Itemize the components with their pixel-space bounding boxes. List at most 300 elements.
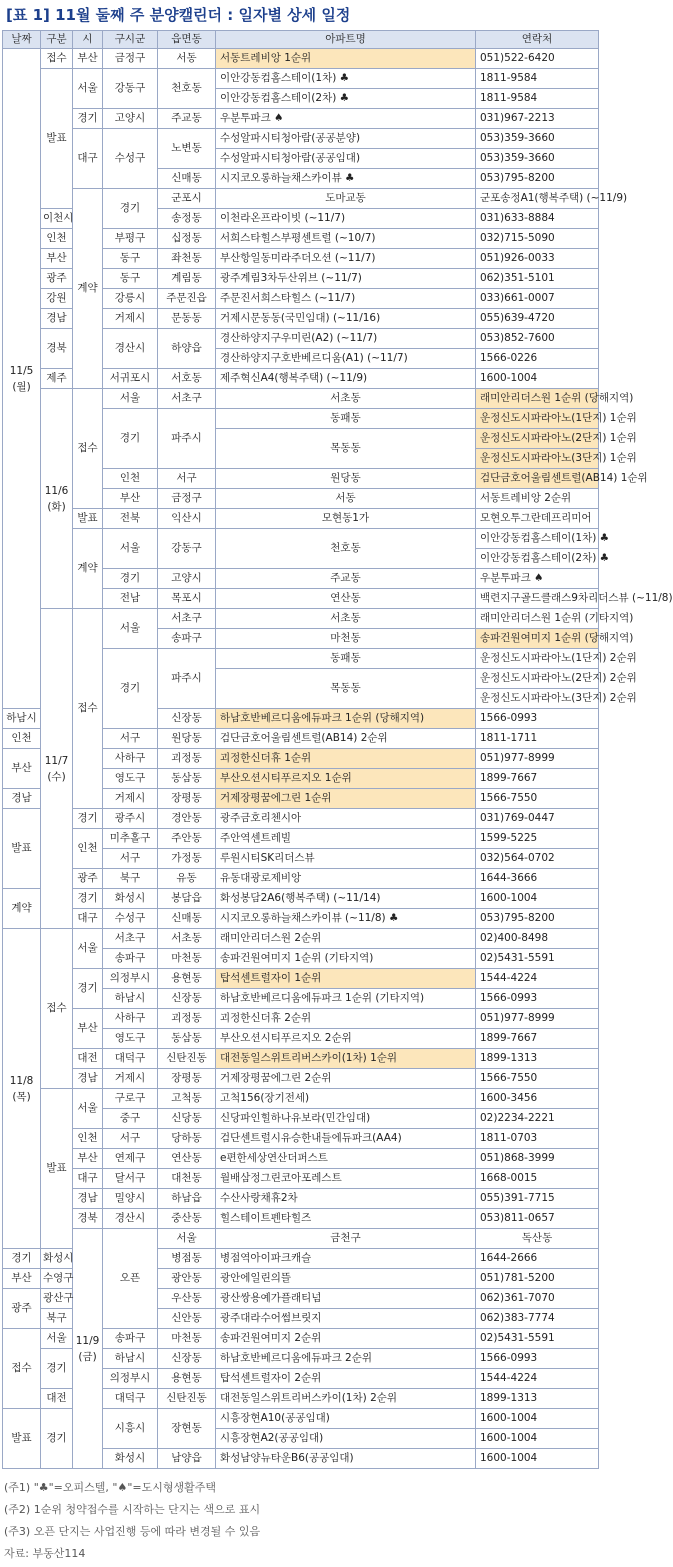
type-cell: 발표	[41, 69, 73, 209]
district-cell: 사하구	[103, 749, 158, 769]
city-cell: 광주	[3, 1289, 41, 1329]
date-cell: 11/8 (목)	[3, 929, 41, 1249]
contact-cell: 1566-7550	[476, 1069, 599, 1089]
city-cell: 경기	[103, 569, 158, 589]
apartment-name-cell: 시지코오롱하늘채스카이뷰 (~11/8) ♣	[216, 909, 476, 929]
table-row	[3, 1129, 599, 1149]
contact-cell: 031)769-0447	[476, 809, 599, 829]
city-cell: 경기	[41, 1409, 73, 1469]
town-cell: 연산동	[216, 589, 476, 609]
town-cell: 신매동	[158, 169, 216, 189]
town-cell: 서초동	[216, 389, 476, 409]
district-cell: 강동구	[158, 529, 216, 569]
apartment-name-cell: 수성알파시티청아람(공공분양)	[216, 129, 476, 149]
city-cell: 부산	[103, 489, 158, 509]
district-cell: 서귀포시	[103, 369, 158, 389]
type-cell: 접수	[73, 389, 103, 509]
apartment-name-cell: 거제장평꿈에그린 1순위	[216, 789, 476, 809]
city-cell: 경기	[103, 649, 158, 729]
type-cell: 발표	[3, 1409, 41, 1469]
table-row	[3, 1169, 599, 1189]
town-cell: 주문진읍	[158, 289, 216, 309]
apartment-name-cell: 이천라온프라이빗 (~11/7)	[216, 209, 476, 229]
apartment-name-cell: 송파건원여미지 2순위	[216, 1329, 476, 1349]
district-cell: 부평구	[103, 229, 158, 249]
district-cell: 고양시	[158, 569, 216, 589]
date-cell: 11/5 (월)	[3, 49, 41, 709]
apartment-name-cell: 광안에일린의뜰	[216, 1269, 476, 1289]
district-cell: 시흥시	[103, 1409, 158, 1449]
town-cell: 좌천동	[158, 249, 216, 269]
town-cell: 중산동	[158, 1209, 216, 1229]
apartment-name-cell: 검단금호어울림센트럴(AB14) 2순위	[216, 729, 476, 749]
apartment-name-cell: 루원시티SK리더스뷰	[216, 849, 476, 869]
apartment-name-cell: 서동트레비앙 1순위	[216, 49, 476, 69]
apartment-name-cell: 광산쌍용예가플래티넘	[216, 1289, 476, 1309]
contact-cell: 02)400-8498	[476, 929, 599, 949]
apartment-name-cell: 주문진서희스타힐스 (~11/7)	[216, 289, 476, 309]
city-cell: 대전	[41, 1389, 73, 1409]
city-cell: 경기	[3, 1249, 41, 1269]
town-cell: 신탄진동	[158, 1389, 216, 1409]
apartment-name-cell: 시흥장현A2(공공임대)	[216, 1429, 476, 1449]
city-cell: 광주	[41, 269, 73, 289]
town-cell: 광안동	[158, 1269, 216, 1289]
header-district: 구시군	[103, 31, 158, 49]
apartment-name-cell: 하남호반베르디움에듀파크 1순위 (기타지역)	[216, 989, 476, 1009]
contact-cell: 1566-7550	[476, 789, 599, 809]
district-cell: 수영구	[41, 1269, 73, 1289]
footnote: (주1) "♣"=오피스텔, "♠"=도시형생활주택	[4, 1481, 216, 1494]
contact-cell: 1544-4224	[476, 1369, 599, 1389]
contact-cell: 062)351-5101	[476, 269, 599, 289]
table-row	[3, 529, 599, 549]
apartment-name-cell: 경산하양지구호반베르디움(A1) (~11/7)	[216, 349, 476, 369]
apartment-name-cell: 백련지구골드클래스9차리더스뷰 (~11/8)	[476, 589, 599, 609]
table-row	[3, 1209, 599, 1229]
type-cell: 계약	[73, 529, 103, 609]
town-cell: 도마교동	[216, 189, 476, 209]
district-cell: 북구	[103, 869, 158, 889]
apartment-name-cell: 주안역센트레빌	[216, 829, 476, 849]
town-cell: 십정동	[158, 229, 216, 249]
city-cell: 강원	[41, 289, 73, 309]
apartment-name-cell: 신당파인힐하나유보라(민간임대)	[216, 1109, 476, 1129]
city-cell: 경기	[73, 889, 103, 909]
table-row	[3, 889, 599, 909]
town-cell: 신장동	[158, 709, 216, 729]
city-cell: 부산	[73, 1149, 103, 1169]
table-row	[3, 1189, 599, 1209]
city-cell: 부산	[3, 1269, 41, 1289]
contact-cell: 1599-5225	[476, 829, 599, 849]
apartment-name-cell: 부산항일동미라주더오션 (~11/7)	[216, 249, 476, 269]
district-cell: 하남시	[3, 709, 41, 729]
town-cell: 경안동	[158, 809, 216, 829]
contact-cell: 02)2234-2221	[476, 1109, 599, 1129]
city-cell: 서울	[103, 529, 158, 569]
footnote: (주2) 1순위 청약접수를 시작하는 단지는 색으로 표시	[4, 1503, 261, 1516]
town-cell: 하남읍	[158, 1189, 216, 1209]
town-cell: 천호동	[158, 69, 216, 109]
apartment-name-cell: 거제시문동동(국민임대) (~11/16)	[216, 309, 476, 329]
contact-cell: 02)5431-5591	[476, 1329, 599, 1349]
apartment-name-cell: 유동대광로제비앙	[216, 869, 476, 889]
district-cell: 금정구	[158, 489, 216, 509]
apartment-name-cell: 고척156(장기전세)	[216, 1089, 476, 1109]
contact-cell: 1544-4224	[476, 969, 599, 989]
contact-cell: 1899-1313	[476, 1389, 599, 1409]
type-cell: 계약	[3, 889, 41, 929]
city-cell: 경기	[103, 409, 158, 469]
header-type: 구분	[41, 31, 73, 49]
city-cell: 서울	[103, 389, 158, 409]
town-cell: 대천동	[158, 1169, 216, 1189]
town-cell: 용현동	[158, 1369, 216, 1389]
city-cell: 전북	[103, 509, 158, 529]
town-cell: 독산동	[476, 1229, 599, 1249]
apartment-name-cell: 경산하양지구우미린(A2) (~11/7)	[216, 329, 476, 349]
contact-cell: 051)868-3999	[476, 1149, 599, 1169]
schedule-table	[2, 30, 673, 1469]
apartment-name-cell: 광주대라수어썸브릿지	[216, 1309, 476, 1329]
apartment-name-cell: 운정신도시파라아노(3단지) 1순위	[476, 449, 599, 469]
apartment-name-cell: 이안강동컴홈스테이(1차) ♣	[476, 529, 599, 549]
table-row	[3, 49, 599, 69]
contact-cell: 1811-9584	[476, 89, 599, 109]
contact-cell: 1566-0993	[476, 709, 599, 729]
apartment-name-cell: 화성남양뉴타운B6(공공임대)	[216, 1449, 476, 1469]
district-cell: 구로구	[103, 1089, 158, 1109]
contact-cell: 1644-2666	[476, 1249, 599, 1269]
type-cell: 발표	[3, 809, 41, 889]
apartment-name-cell: 검단금호어울림센트럴(AB14) 1순위	[476, 469, 599, 489]
district-cell: 이천시	[41, 209, 73, 229]
district-cell: 파주시	[158, 409, 216, 469]
footnote: (주3) 오픈 단지는 사업진행 등에 따라 변경될 수 있음	[4, 1525, 261, 1538]
city-cell: 경기	[73, 969, 103, 1009]
contact-cell: 1600-1004	[476, 1409, 599, 1429]
apartment-name-cell: 탑석센트럴자이 1순위	[216, 969, 476, 989]
apartment-name-cell: 광주계림3차두산위브 (~11/7)	[216, 269, 476, 289]
table-row	[3, 509, 599, 529]
contact-cell: 031)967-2213	[476, 109, 599, 129]
town-cell: 원당동	[216, 469, 476, 489]
contact-cell: 053)359-3660	[476, 129, 599, 149]
table-row	[3, 189, 599, 209]
district-cell: 금정구	[103, 49, 158, 69]
city-cell: 경남	[3, 789, 41, 809]
table-title: [표 1] 11월 둘째 주 분양캘린더 : 일자별 상세 일정	[6, 6, 351, 24]
table-body	[3, 49, 673, 1469]
town-cell: 가정동	[158, 849, 216, 869]
district-cell: 익산시	[158, 509, 216, 529]
table-row	[3, 69, 599, 89]
apartment-name-cell: 운정신도시파라아노(3단지) 2순위	[476, 689, 599, 709]
town-cell: 하양읍	[158, 329, 216, 369]
contact-cell: 032)715-5090	[476, 229, 599, 249]
contact-cell: 1668-0015	[476, 1169, 599, 1189]
city-cell: 경기	[103, 189, 158, 229]
town-cell: 동패동	[216, 409, 476, 429]
district-cell: 동구	[103, 249, 158, 269]
district-cell: 연제구	[103, 1149, 158, 1169]
town-cell: 주안동	[158, 829, 216, 849]
header-city: 시	[73, 31, 103, 49]
apartment-name-cell: 화성봉담2A6(행복주택) (~11/14)	[216, 889, 476, 909]
type-cell: 접수	[3, 1329, 41, 1409]
apartment-name-cell: 이안강동컴홈스테이(2차) ♣	[476, 549, 599, 569]
apartment-name-cell: 괴정한신더휴 2순위	[216, 1009, 476, 1029]
table-row	[3, 389, 599, 409]
district-cell: 광산구	[41, 1289, 73, 1309]
apartment-name-cell: 수성알파시티청아람(공공임대)	[216, 149, 476, 169]
city-cell: 서울	[103, 609, 158, 649]
table-row	[3, 609, 599, 629]
district-cell: 서초구	[103, 929, 158, 949]
district-cell: 서구	[103, 849, 158, 869]
city-cell: 대구	[73, 1169, 103, 1189]
town-cell: 괴정동	[158, 749, 216, 769]
town-cell: 서초동	[158, 929, 216, 949]
contact-cell: 1600-3456	[476, 1089, 599, 1109]
contact-cell: 1600-1004	[476, 1429, 599, 1449]
contact-cell: 053)795-8200	[476, 169, 599, 189]
town-cell: 우산동	[158, 1289, 216, 1309]
apartment-name-cell: 이안강동컴홈스테이(1차) ♣	[216, 69, 476, 89]
header-apartment: 아파트명	[216, 31, 476, 49]
district-cell: 고양시	[103, 109, 158, 129]
apartment-name-cell: e편한세상연산더퍼스트	[216, 1149, 476, 1169]
contact-cell: 1600-1004	[476, 1449, 599, 1469]
type-cell: 접수	[73, 609, 103, 809]
district-cell: 파주시	[158, 649, 216, 709]
city-cell: 서울	[73, 929, 103, 969]
table-header-row	[3, 31, 599, 49]
table-row	[3, 1049, 599, 1069]
town-cell: 목동동	[216, 669, 476, 709]
contact-cell: 051)781-5200	[476, 1269, 599, 1289]
town-cell: 괴정동	[158, 1009, 216, 1029]
town-cell: 남양읍	[158, 1449, 216, 1469]
table-row	[3, 869, 599, 889]
district-cell: 화성시	[103, 889, 158, 909]
apartment-name-cell: 병점역아이파크캐슬	[216, 1249, 476, 1269]
district-cell: 서구	[103, 1129, 158, 1149]
city-cell: 인천	[103, 469, 158, 489]
contact-cell: 062)361-7070	[476, 1289, 599, 1309]
town-cell: 주교동	[158, 109, 216, 129]
apartment-name-cell: 대전동일스위트리버스카이(1차) 2순위	[216, 1389, 476, 1409]
town-cell: 용현동	[158, 969, 216, 989]
table-row	[3, 1069, 599, 1089]
apartment-name-cell: 이안강동컴홈스테이(2차) ♣	[216, 89, 476, 109]
contact-cell: 032)564-0702	[476, 849, 599, 869]
city-cell: 부산	[3, 749, 41, 789]
contact-cell: 1811-0703	[476, 1129, 599, 1149]
city-cell: 인천	[3, 729, 41, 749]
table-row	[3, 109, 599, 129]
town-cell: 서동	[216, 489, 476, 509]
district-cell: 거제시	[103, 309, 158, 329]
contact-cell: 1811-1711	[476, 729, 599, 749]
apartment-name-cell: 래미안리더스원 1순위 (기타지역)	[476, 609, 599, 629]
town-cell: 연산동	[158, 1149, 216, 1169]
footnotes	[0, 1469, 600, 1565]
apartment-name-cell: 힐스테이트펜타힐즈	[216, 1209, 476, 1229]
town-cell: 문동동	[158, 309, 216, 329]
apartment-name-cell: 괴정한신더휴 1순위	[216, 749, 476, 769]
apartment-name-cell: 시흥장현A10(공공임대)	[216, 1409, 476, 1429]
contact-cell: 1600-1004	[476, 369, 599, 389]
town-cell: 신당동	[158, 1109, 216, 1129]
district-cell: 대덕구	[103, 1049, 158, 1069]
contact-cell: 051)926-0033	[476, 249, 599, 269]
district-cell: 영도구	[103, 1029, 158, 1049]
district-cell: 의정부시	[103, 1369, 158, 1389]
town-cell: 서호동	[158, 369, 216, 389]
town-cell: 장현동	[158, 1409, 216, 1449]
district-cell: 미추홀구	[103, 829, 158, 849]
apartment-name-cell: 수산사랑채휴2차	[216, 1189, 476, 1209]
town-cell: 천호동	[216, 529, 476, 569]
city-cell: 부산	[73, 1009, 103, 1049]
contact-cell: 1644-3666	[476, 869, 599, 889]
apartment-name-cell: 하남호반베르디움에듀파크 2순위	[216, 1349, 476, 1369]
contact-cell: 1899-7667	[476, 769, 599, 789]
table-row	[3, 129, 599, 149]
city-cell: 경남	[41, 309, 73, 329]
apartment-name-cell: 모현오투그란데프리미어	[476, 509, 599, 529]
town-cell: 신매동	[158, 909, 216, 929]
district-cell: 송파구	[103, 1329, 158, 1349]
city-cell: 경북	[41, 329, 73, 369]
source-note: 자료: 부동산114	[4, 1547, 86, 1560]
district-cell: 의정부시	[103, 969, 158, 989]
apartment-name-cell: 운정신도시파라아노(1단지) 2순위	[476, 649, 599, 669]
district-cell: 수성구	[103, 129, 158, 189]
date-cell: 11/7 (수)	[41, 609, 73, 929]
table-row	[3, 969, 599, 989]
town-cell: 마천동	[158, 949, 216, 969]
city-cell: 대전	[73, 1049, 103, 1069]
district-cell: 송파구	[103, 949, 158, 969]
town-cell: 서동	[158, 49, 216, 69]
city-cell: 서울	[41, 1329, 73, 1349]
apartment-name-cell: 우분투파크 ♠	[216, 109, 476, 129]
town-cell: 서초동	[216, 609, 476, 629]
district-cell: 경산시	[103, 1209, 158, 1229]
town-cell: 병점동	[158, 1249, 216, 1269]
town-cell: 동삼동	[158, 769, 216, 789]
apartment-name-cell: 거제장평꿈에그린 2순위	[216, 1069, 476, 1089]
city-cell: 광주	[73, 869, 103, 889]
apartment-name-cell: 부산오션시티푸르지오 1순위	[216, 769, 476, 789]
city-cell: 서울	[73, 69, 103, 109]
district-cell: 중구	[103, 1109, 158, 1129]
apartment-name-cell: 검단센트럴시유승한내들에듀파크(AA4)	[216, 1129, 476, 1149]
apartment-name-cell: 군포송정A1(행복주택) (~11/9)	[476, 189, 599, 209]
contact-cell: 1811-9584	[476, 69, 599, 89]
city-cell: 인천	[41, 229, 73, 249]
header-town: 읍면동	[158, 31, 216, 49]
contact-cell: 051)522-6420	[476, 49, 599, 69]
district-cell: 밀양시	[103, 1189, 158, 1209]
district-cell: 수성구	[103, 909, 158, 929]
town-cell: 장평동	[158, 1069, 216, 1089]
town-cell: 원당동	[158, 729, 216, 749]
header-contact: 연락처	[476, 31, 599, 49]
town-cell: 신장동	[158, 989, 216, 1009]
table-row	[3, 929, 599, 949]
contact-cell: 055)391-7715	[476, 1189, 599, 1209]
city-cell: 전남	[103, 589, 158, 609]
district-cell: 목포시	[158, 589, 216, 609]
apartment-name-cell: 부산오션시티푸르지오 2순위	[216, 1029, 476, 1049]
city-cell: 인천	[73, 1129, 103, 1149]
district-cell: 서초구	[158, 609, 216, 629]
apartment-name-cell: 광주금호리첸시아	[216, 809, 476, 829]
town-cell: 마천동	[216, 629, 476, 649]
city-cell: 제주	[41, 369, 73, 389]
district-cell: 거제시	[103, 1069, 158, 1089]
apartment-name-cell: 송파건원여미지 1순위 (기타지역)	[216, 949, 476, 969]
contact-cell: 1566-0993	[476, 1349, 599, 1369]
type-cell: 접수	[41, 929, 73, 1089]
contact-cell: 031)633-8884	[476, 209, 599, 229]
district-cell: 송파구	[158, 629, 216, 649]
town-cell: 계림동	[158, 269, 216, 289]
town-cell: 모현동1가	[216, 509, 476, 529]
apartment-name-cell: 서동트레비앙 2순위	[476, 489, 599, 509]
town-cell: 신탄진동	[158, 1049, 216, 1069]
apartment-name-cell: 운정신도시파라아노(2단지) 2순위	[476, 669, 599, 689]
town-cell: 봉담읍	[158, 889, 216, 909]
town-cell: 고척동	[158, 1089, 216, 1109]
city-cell: 인천	[73, 829, 103, 869]
apartment-name-cell: 운정신도시파라아노(1단지) 1순위	[476, 409, 599, 429]
contact-cell: 1566-0993	[476, 989, 599, 1009]
district-cell: 군포시	[158, 189, 216, 209]
contact-cell: 1566-0226	[476, 349, 599, 369]
district-cell: 금천구	[216, 1229, 476, 1249]
table-row	[3, 1229, 599, 1249]
city-cell: 대구	[73, 129, 103, 189]
contact-cell: 062)383-7774	[476, 1309, 599, 1329]
city-cell: 경북	[73, 1209, 103, 1229]
apartment-name-cell: 래미안리더스원 1순위 (당해지역)	[476, 389, 599, 409]
apartment-name-cell: 탑석센트럴자이 2순위	[216, 1369, 476, 1389]
apartment-name-cell: 시지코오롱하늘채스카이뷰 ♣	[216, 169, 476, 189]
apartment-name-cell: 하남호반베르디움에듀파크 1순위 (당해지역)	[216, 709, 476, 729]
contact-cell: 051)977-8999	[476, 749, 599, 769]
district-cell: 서구	[158, 469, 216, 489]
apartment-name-cell: 송파건원여미지 1순위 (당해지역)	[476, 629, 599, 649]
table-row	[3, 1089, 599, 1109]
town-cell: 동삼동	[158, 1029, 216, 1049]
district-cell: 영도구	[103, 769, 158, 789]
table-row	[3, 1009, 599, 1029]
district-cell: 거제시	[103, 789, 158, 809]
apartment-name-cell: 운정신도시파라아노(2단지) 1순위	[476, 429, 599, 449]
district-cell: 화성시	[103, 1449, 158, 1469]
district-cell: 서초구	[158, 389, 216, 409]
city-cell: 경남	[73, 1069, 103, 1089]
district-cell: 강동구	[103, 69, 158, 109]
type-cell: 접수	[41, 49, 73, 69]
apartment-name-cell: 우분투파크 ♠	[476, 569, 599, 589]
city-cell: 경남	[73, 1189, 103, 1209]
